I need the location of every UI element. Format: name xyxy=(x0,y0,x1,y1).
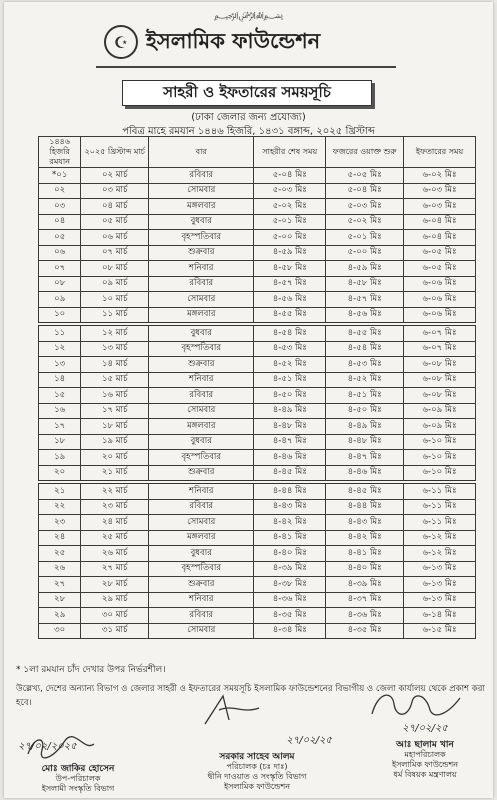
iftar-time-cell: ৬-১০ মিঃ xyxy=(404,450,476,466)
sehri-end-cell: ৪-৩৬ মিঃ xyxy=(254,592,326,608)
fajr-start-cell: ৪-৫৯ মিঃ xyxy=(326,261,404,277)
sehri-end-cell: ৪-৫৯ মিঃ xyxy=(254,245,326,261)
table-row xyxy=(39,168,476,184)
iftar-time-cell: ৬-০৬ মিঃ xyxy=(404,292,476,308)
weekday-cell: সোমবার xyxy=(149,183,254,199)
signatory-designation: উপ-পরিচালক xyxy=(55,774,101,783)
foundation-logo-icon: ☪ xyxy=(104,25,138,59)
date-cell: ২০ মার্চ xyxy=(81,450,149,466)
column-header-fajr: ফজরের ওয়াক্ত শুরু xyxy=(326,137,404,168)
fajr-start-cell: ৪-৫৬ মিঃ xyxy=(326,307,404,324)
date-cell: ২৮ মার্চ xyxy=(81,577,149,593)
table-row xyxy=(39,623,476,639)
hijri-day-cell: ০৬ xyxy=(39,245,81,261)
date-cell: ১৮ মার্চ xyxy=(81,419,149,435)
iftar-time-cell: ৬-০৮ মিঃ xyxy=(404,372,476,388)
signatory-ministry: ধর্ম বিষয়ক মন্ত্রণালয় xyxy=(393,770,457,779)
fajr-start-cell: ৪-৫২ মিঃ xyxy=(326,372,404,388)
table-header-row xyxy=(39,137,476,168)
table-row xyxy=(39,388,476,404)
table-body xyxy=(39,168,476,639)
date-cell: ১০ মার্চ xyxy=(81,292,149,308)
column-header-iftar: ইফতারের সময় xyxy=(404,137,476,168)
iftar-time-cell: ৬-০৮ মিঃ xyxy=(404,357,476,373)
iftar-time-cell: ৬-০৬ মিঃ xyxy=(404,307,476,324)
weekday-cell: বৃহস্পতিবার xyxy=(149,341,254,357)
weekday-cell: মঙ্গলবার xyxy=(149,199,254,215)
header-divider xyxy=(96,66,396,68)
footnote: * ১লা রমযান চাঁদ দেখার উপর নির্ভরশীল। xyxy=(16,665,166,675)
fajr-start-cell: ৪-৫০ মিঃ xyxy=(326,403,404,419)
hijri-day-cell: ০৯ xyxy=(39,292,81,308)
hijri-day-cell: ০৮ xyxy=(39,276,81,292)
hijri-day-cell: ১৪ xyxy=(39,372,81,388)
hijri-day-cell: ১২ xyxy=(39,341,81,357)
signatory-name: আঃ ছালাম খান xyxy=(396,740,454,750)
signature-block-left xyxy=(18,742,138,794)
sehri-end-cell: ৪-৫১ মিঃ xyxy=(254,372,326,388)
hijri-day-cell: ২৫ xyxy=(39,546,81,562)
fajr-start-cell: ৫-০২ মিঃ xyxy=(326,214,404,230)
weekday-cell: বৃহস্পতিবার xyxy=(149,230,254,246)
table-row xyxy=(39,261,476,277)
weekday-cell: বুধবার xyxy=(149,546,254,562)
subtitle: (ঢাকা জেলার জন্য প্রযোজ্য) xyxy=(191,112,306,123)
date-cell: ১৪ মার্চ xyxy=(81,357,149,373)
column-header-day: বার xyxy=(149,137,254,168)
table-row xyxy=(39,341,476,357)
sehri-end-cell: ৪-৪৩ মিঃ xyxy=(254,499,326,515)
signatory-designation: মহাপরিচালক xyxy=(404,750,446,759)
iftar-time-cell: ৬-০৪ মিঃ xyxy=(404,214,476,230)
fajr-start-cell: ৫-০১ মিঃ xyxy=(326,230,404,246)
weekday-cell: শনিবার xyxy=(149,482,254,499)
signature-date: ২৭/০২/২০২৫ xyxy=(18,741,77,752)
iftar-time-cell: ৬-১৫ মিঃ xyxy=(404,623,476,639)
hijri-day-cell: ২৩ xyxy=(39,515,81,531)
signature-date: ২৭/০২/২৫ xyxy=(286,735,332,746)
date-cell: ১৩ মার্চ xyxy=(81,341,149,357)
signatory-name: সরকার সাহেব আলম xyxy=(219,752,295,762)
weekday-cell: রবিবার xyxy=(149,388,254,404)
fajr-start-cell: ৫-০৫ মিঃ xyxy=(326,168,404,184)
column-header-date: ২০২৫ খ্রিস্টাব্দ মার্চ xyxy=(81,137,149,168)
sehri-end-cell: ৪-৪৭ মিঃ xyxy=(254,434,326,450)
hijri-day-cell: *০১ xyxy=(39,168,81,184)
weekday-cell: বুধবার xyxy=(149,434,254,450)
signatory-department: ইসলামী সংস্কৃতি বিভাগ xyxy=(41,784,115,793)
sehri-end-cell: ৪-৪৫ মিঃ xyxy=(254,465,326,482)
table-row xyxy=(39,372,476,388)
table-row xyxy=(39,482,476,499)
sehri-end-cell: ৪-৫৬ মিঃ xyxy=(254,292,326,308)
hijri-day-cell: ০৩ xyxy=(39,199,81,215)
date-cell: ৩০ মার্চ xyxy=(81,608,149,624)
hijri-day-cell: ১৩ xyxy=(39,357,81,373)
date-cell: ০৪ মার্চ xyxy=(81,199,149,215)
fajr-start-cell: ৪-৫৫ মিঃ xyxy=(326,324,404,341)
hijri-day-cell: ৩০ xyxy=(39,623,81,639)
date-cell: ২৪ মার্চ xyxy=(81,515,149,531)
date-cell: ২২ মার্চ xyxy=(81,482,149,499)
iftar-time-cell: ৬-০৫ মিঃ xyxy=(404,261,476,277)
weekday-cell: শনিবার xyxy=(149,372,254,388)
iftar-time-cell: ৬-১০ মিঃ xyxy=(404,465,476,482)
sehri-end-cell: ৪-৪৮ মিঃ xyxy=(254,419,326,435)
fajr-start-cell: ৪-৩৫ মিঃ xyxy=(326,623,404,639)
table-row xyxy=(39,324,476,341)
year-line: পবিত্র মাহে রমযান ১৪৪৬ হিজরি, ১৪৩১ বঙ্গাব্দ, ২০২৫ খ্রিস্টাব্দ xyxy=(122,126,375,137)
table-row xyxy=(39,546,476,562)
date-cell: ২৯ মার্চ xyxy=(81,592,149,608)
fajr-start-cell: ৪-৪৩ মিঃ xyxy=(326,515,404,531)
iftar-time-cell: ৬-০৯ মিঃ xyxy=(404,403,476,419)
hijri-day-cell: ২৭ xyxy=(39,577,81,593)
iftar-time-cell: ৬-০৬ মিঃ xyxy=(404,276,476,292)
date-cell: ১৫ মার্চ xyxy=(81,372,149,388)
fajr-start-cell: ৪-৩৬ মিঃ xyxy=(326,608,404,624)
weekday-cell: বুধবার xyxy=(149,324,254,341)
sehri-end-cell: ৪-৫৮ মিঃ xyxy=(254,261,326,277)
date-cell: ১১ মার্চ xyxy=(81,307,149,324)
hijri-day-cell: ০২ xyxy=(39,183,81,199)
column-header-hijri: ১৪৪৬ হিজরি রমযান xyxy=(39,137,81,168)
hijri-day-cell: ২৯ xyxy=(39,608,81,624)
hijri-day-cell: ১১ xyxy=(39,324,81,341)
table-row xyxy=(39,561,476,577)
fajr-start-cell: ৫-০৩ মিঃ xyxy=(326,199,404,215)
iftar-time-cell: ৬-১৩ মিঃ xyxy=(404,592,476,608)
iftar-time-cell: ৬-১০ মিঃ xyxy=(404,434,476,450)
fajr-start-cell: ৪-৩৭ মিঃ xyxy=(326,592,404,608)
date-cell: ৩১ মার্চ xyxy=(81,623,149,639)
iftar-time-cell: ৬-১২ মিঃ xyxy=(404,530,476,546)
weekday-cell: বুধবার xyxy=(149,214,254,230)
date-cell: ২৩ মার্চ xyxy=(81,499,149,515)
table-row xyxy=(39,434,476,450)
fajr-start-cell: ৪-৪৬ মিঃ xyxy=(326,465,404,482)
iftar-time-cell: ৬-০৩ মিঃ xyxy=(404,183,476,199)
date-cell: ২৭ মার্চ xyxy=(81,561,149,577)
table-row xyxy=(39,465,476,482)
iftar-time-cell: ৬-১৩ মিঃ xyxy=(404,577,476,593)
fajr-start-cell: ৫-০০ মিঃ xyxy=(326,245,404,261)
signatory-department: দ্বীনি দাওয়াত ও সংস্কৃতি বিভাগ xyxy=(207,772,307,781)
weekday-cell: শুক্রবার xyxy=(149,465,254,482)
bismillah-mark: ﷽ xyxy=(214,11,284,21)
date-cell: ২১ মার্চ xyxy=(81,465,149,482)
sehri-end-cell: ৪-৫৩ মিঃ xyxy=(254,341,326,357)
weekday-cell: রবিবার xyxy=(149,608,254,624)
weekday-cell: শুক্রবার xyxy=(149,577,254,593)
fajr-start-cell: ৪-৫৪ মিঃ xyxy=(326,341,404,357)
fajr-start-cell: ৪-৪১ মিঃ xyxy=(326,546,404,562)
weekday-cell: রবিবার xyxy=(149,499,254,515)
hijri-day-cell: ২৮ xyxy=(39,592,81,608)
sehri-end-cell: ৫-০৪ মিঃ xyxy=(254,168,326,184)
weekday-cell: বৃহস্পতিবার xyxy=(149,561,254,577)
sehri-end-cell: ৪-৩৪ মিঃ xyxy=(254,623,326,639)
weekday-cell: রবিবার xyxy=(149,276,254,292)
hijri-day-cell: ২০ xyxy=(39,465,81,482)
weekday-cell: শুক্রবার xyxy=(149,357,254,373)
signature-block-right xyxy=(364,724,486,780)
org-name: ইসলামিক ফাউন্ডেশন xyxy=(146,28,321,53)
hijri-day-cell: ১৬ xyxy=(39,403,81,419)
sehri-end-cell: ৪-৪১ মিঃ xyxy=(254,530,326,546)
sehri-end-cell: ৪-৪৯ মিঃ xyxy=(254,403,326,419)
sehri-end-cell: ৫-০২ মিঃ xyxy=(254,199,326,215)
iftar-time-cell: ৬-০৮ মিঃ xyxy=(404,388,476,404)
sehri-end-cell: ৪-৪২ মিঃ xyxy=(254,515,326,531)
weekday-cell: মঙ্গলবার xyxy=(149,530,254,546)
table-row xyxy=(39,403,476,419)
iftar-time-cell: ৬-০৪ মিঃ xyxy=(404,230,476,246)
fajr-start-cell: ৪-৪৮ মিঃ xyxy=(326,434,404,450)
document-page xyxy=(4,2,493,798)
weekday-cell: শনিবার xyxy=(149,261,254,277)
date-cell: ২৫ মার্চ xyxy=(81,530,149,546)
weekday-cell: মঙ্গলবার xyxy=(149,307,254,324)
iftar-time-cell: ৬-১১ মিঃ xyxy=(404,482,476,499)
date-cell: ০৬ মার্চ xyxy=(81,230,149,246)
date-cell: ১৭ মার্চ xyxy=(81,403,149,419)
table-row xyxy=(39,515,476,531)
table-row xyxy=(39,230,476,246)
table-row xyxy=(39,592,476,608)
hijri-day-cell: ০৭ xyxy=(39,261,81,277)
weekday-cell: সোমবার xyxy=(149,623,254,639)
header xyxy=(104,24,320,60)
date-cell: ১২ মার্চ xyxy=(81,324,149,341)
hijri-day-cell: ১০ xyxy=(39,307,81,324)
weekday-cell: রবিবার xyxy=(149,168,254,184)
hijri-day-cell: ১৯ xyxy=(39,450,81,466)
signatory-name: মোঃ জাকির হোসেন xyxy=(41,764,115,774)
sehri-end-cell: ৪-৫৭ মিঃ xyxy=(254,276,326,292)
sehri-end-cell: ৪-৩৮ মিঃ xyxy=(254,577,326,593)
sehri-end-cell: ৪-৫৫ মিঃ xyxy=(254,307,326,324)
table-row xyxy=(39,276,476,292)
weekday-cell: শুক্রবার xyxy=(149,245,254,261)
iftar-time-cell: ৬-০৭ মিঃ xyxy=(404,324,476,341)
table-row xyxy=(39,357,476,373)
hijri-day-cell: ২১ xyxy=(39,482,81,499)
date-cell: ২৬ মার্চ xyxy=(81,546,149,562)
weekday-cell: সোমবার xyxy=(149,403,254,419)
column-header-sehri: সাহরীর শেষ সময় xyxy=(254,137,326,168)
hijri-day-cell: ২৬ xyxy=(39,561,81,577)
table-row xyxy=(39,214,476,230)
date-cell: ০৯ মার্চ xyxy=(81,276,149,292)
fajr-start-cell: ৪-৫৮ মিঃ xyxy=(326,276,404,292)
sehri-end-cell: ৪-৫০ মিঃ xyxy=(254,388,326,404)
schedule-title: সাহরী ও ইফতারের সময়সূচি xyxy=(122,80,372,106)
fajr-start-cell: ৪-৪৯ মিঃ xyxy=(326,419,404,435)
signature-mark-right xyxy=(364,684,474,728)
iftar-time-cell: ৬-১১ মিঃ xyxy=(404,515,476,531)
signature-mark-middle xyxy=(199,690,279,730)
date-cell: ১৬ মার্চ xyxy=(81,388,149,404)
iftar-time-cell: ৬-০৯ মিঃ xyxy=(404,419,476,435)
hijri-day-cell: ০৫ xyxy=(39,230,81,246)
iftar-time-cell: ৬-১১ মিঃ xyxy=(404,499,476,515)
signature-block-middle xyxy=(182,736,332,792)
fajr-start-cell: ৪-৫৩ মিঃ xyxy=(326,357,404,373)
hijri-day-cell: ১৭ xyxy=(39,419,81,435)
iftar-time-cell: ৬-০৩ মিঃ xyxy=(404,199,476,215)
table-row xyxy=(39,307,476,324)
sehri-end-cell: ৪-৫২ মিঃ xyxy=(254,357,326,373)
table-row xyxy=(39,292,476,308)
fajr-start-cell: ৪-৩৯ মিঃ xyxy=(326,577,404,593)
date-cell: ০২ মার্চ xyxy=(81,168,149,184)
signature-date: ২৭/০২/২৫ xyxy=(402,723,448,734)
weekday-cell: বৃহস্পতিবার xyxy=(149,450,254,466)
iftar-time-cell: ৬-১৩ মিঃ xyxy=(404,561,476,577)
sehri-end-cell: ৪-৪০ মিঃ xyxy=(254,546,326,562)
weekday-cell: মঙ্গলবার xyxy=(149,419,254,435)
note: উল্লেখ্য, দেশের অন্যান্য বিভাগ ও জেলার সাহরী ও ইফতারের সময়সূচি ইসলামিক ফাউন্ডেশনের বিভাগীয় ও জেলা কার্যালয় থেকে প্রকাশ করা হবে। xyxy=(16,684,485,708)
weekday-cell: সোমবার xyxy=(149,515,254,531)
table-row xyxy=(39,450,476,466)
sehri-end-cell: ৪-৩৫ মিঃ xyxy=(254,608,326,624)
sehri-end-cell: ৪-৫৪ মিঃ xyxy=(254,324,326,341)
hijri-day-cell: ২২ xyxy=(39,499,81,515)
fajr-start-cell: ৪-৪০ মিঃ xyxy=(326,561,404,577)
table-row xyxy=(39,530,476,546)
fajr-start-cell: ৪-৪২ মিঃ xyxy=(326,530,404,546)
date-cell: ১৯ মার্চ xyxy=(81,434,149,450)
iftar-time-cell: ৬-১২ মিঃ xyxy=(404,546,476,562)
table-row xyxy=(39,199,476,215)
hijri-day-cell: ১৮ xyxy=(39,434,81,450)
table-row xyxy=(39,499,476,515)
hijri-day-cell: ১৫ xyxy=(39,388,81,404)
fajr-start-cell: ৪-৫৭ মিঃ xyxy=(326,292,404,308)
sehri-end-cell: ৫-০১ মিঃ xyxy=(254,214,326,230)
signatory-organization: ইসলামিক ফাউন্ডেশন xyxy=(223,782,291,791)
table-row xyxy=(39,577,476,593)
fajr-start-cell: ৪-৪৫ মিঃ xyxy=(326,482,404,499)
signatory-organization: ইসলামিক ফাউন্ডেশন xyxy=(391,760,459,769)
table-row xyxy=(39,419,476,435)
weekday-cell: সোমবার xyxy=(149,292,254,308)
iftar-time-cell: ৬-০৫ মিঃ xyxy=(404,245,476,261)
sehri-end-cell: ৫-০৩ মিঃ xyxy=(254,183,326,199)
schedule-table xyxy=(38,136,476,639)
table-row xyxy=(39,245,476,261)
fajr-start-cell: ৪-৫১ মিঃ xyxy=(326,388,404,404)
sehri-end-cell: ৪-৪৬ মিঃ xyxy=(254,450,326,466)
signatory-designation: পরিচালক (চঃ দাঃ) xyxy=(226,762,288,771)
table-row xyxy=(39,608,476,624)
sehri-end-cell: ৪-৪৪ মিঃ xyxy=(254,482,326,499)
fajr-start-cell: ৪-৪৭ মিঃ xyxy=(326,450,404,466)
fajr-start-cell: ৫-০৪ মিঃ xyxy=(326,183,404,199)
date-cell: ০৩ মার্চ xyxy=(81,183,149,199)
date-cell: ০৫ মার্চ xyxy=(81,214,149,230)
fajr-start-cell: ৪-৪৪ মিঃ xyxy=(326,499,404,515)
date-cell: ০৮ মার্চ xyxy=(81,261,149,277)
hijri-day-cell: ২৪ xyxy=(39,530,81,546)
iftar-time-cell: ৬-০৭ মিঃ xyxy=(404,341,476,357)
weekday-cell: শনিবার xyxy=(149,592,254,608)
sehri-end-cell: ৫-০০ মিঃ xyxy=(254,230,326,246)
date-cell: ০৭ মার্চ xyxy=(81,245,149,261)
sehri-end-cell: ৪-৩৯ মিঃ xyxy=(254,561,326,577)
table-row xyxy=(39,183,476,199)
iftar-time-cell: ৬-০২ মিঃ xyxy=(404,168,476,184)
iftar-time-cell: ৬-১৪ মিঃ xyxy=(404,608,476,624)
hijri-day-cell: ০৪ xyxy=(39,214,81,230)
